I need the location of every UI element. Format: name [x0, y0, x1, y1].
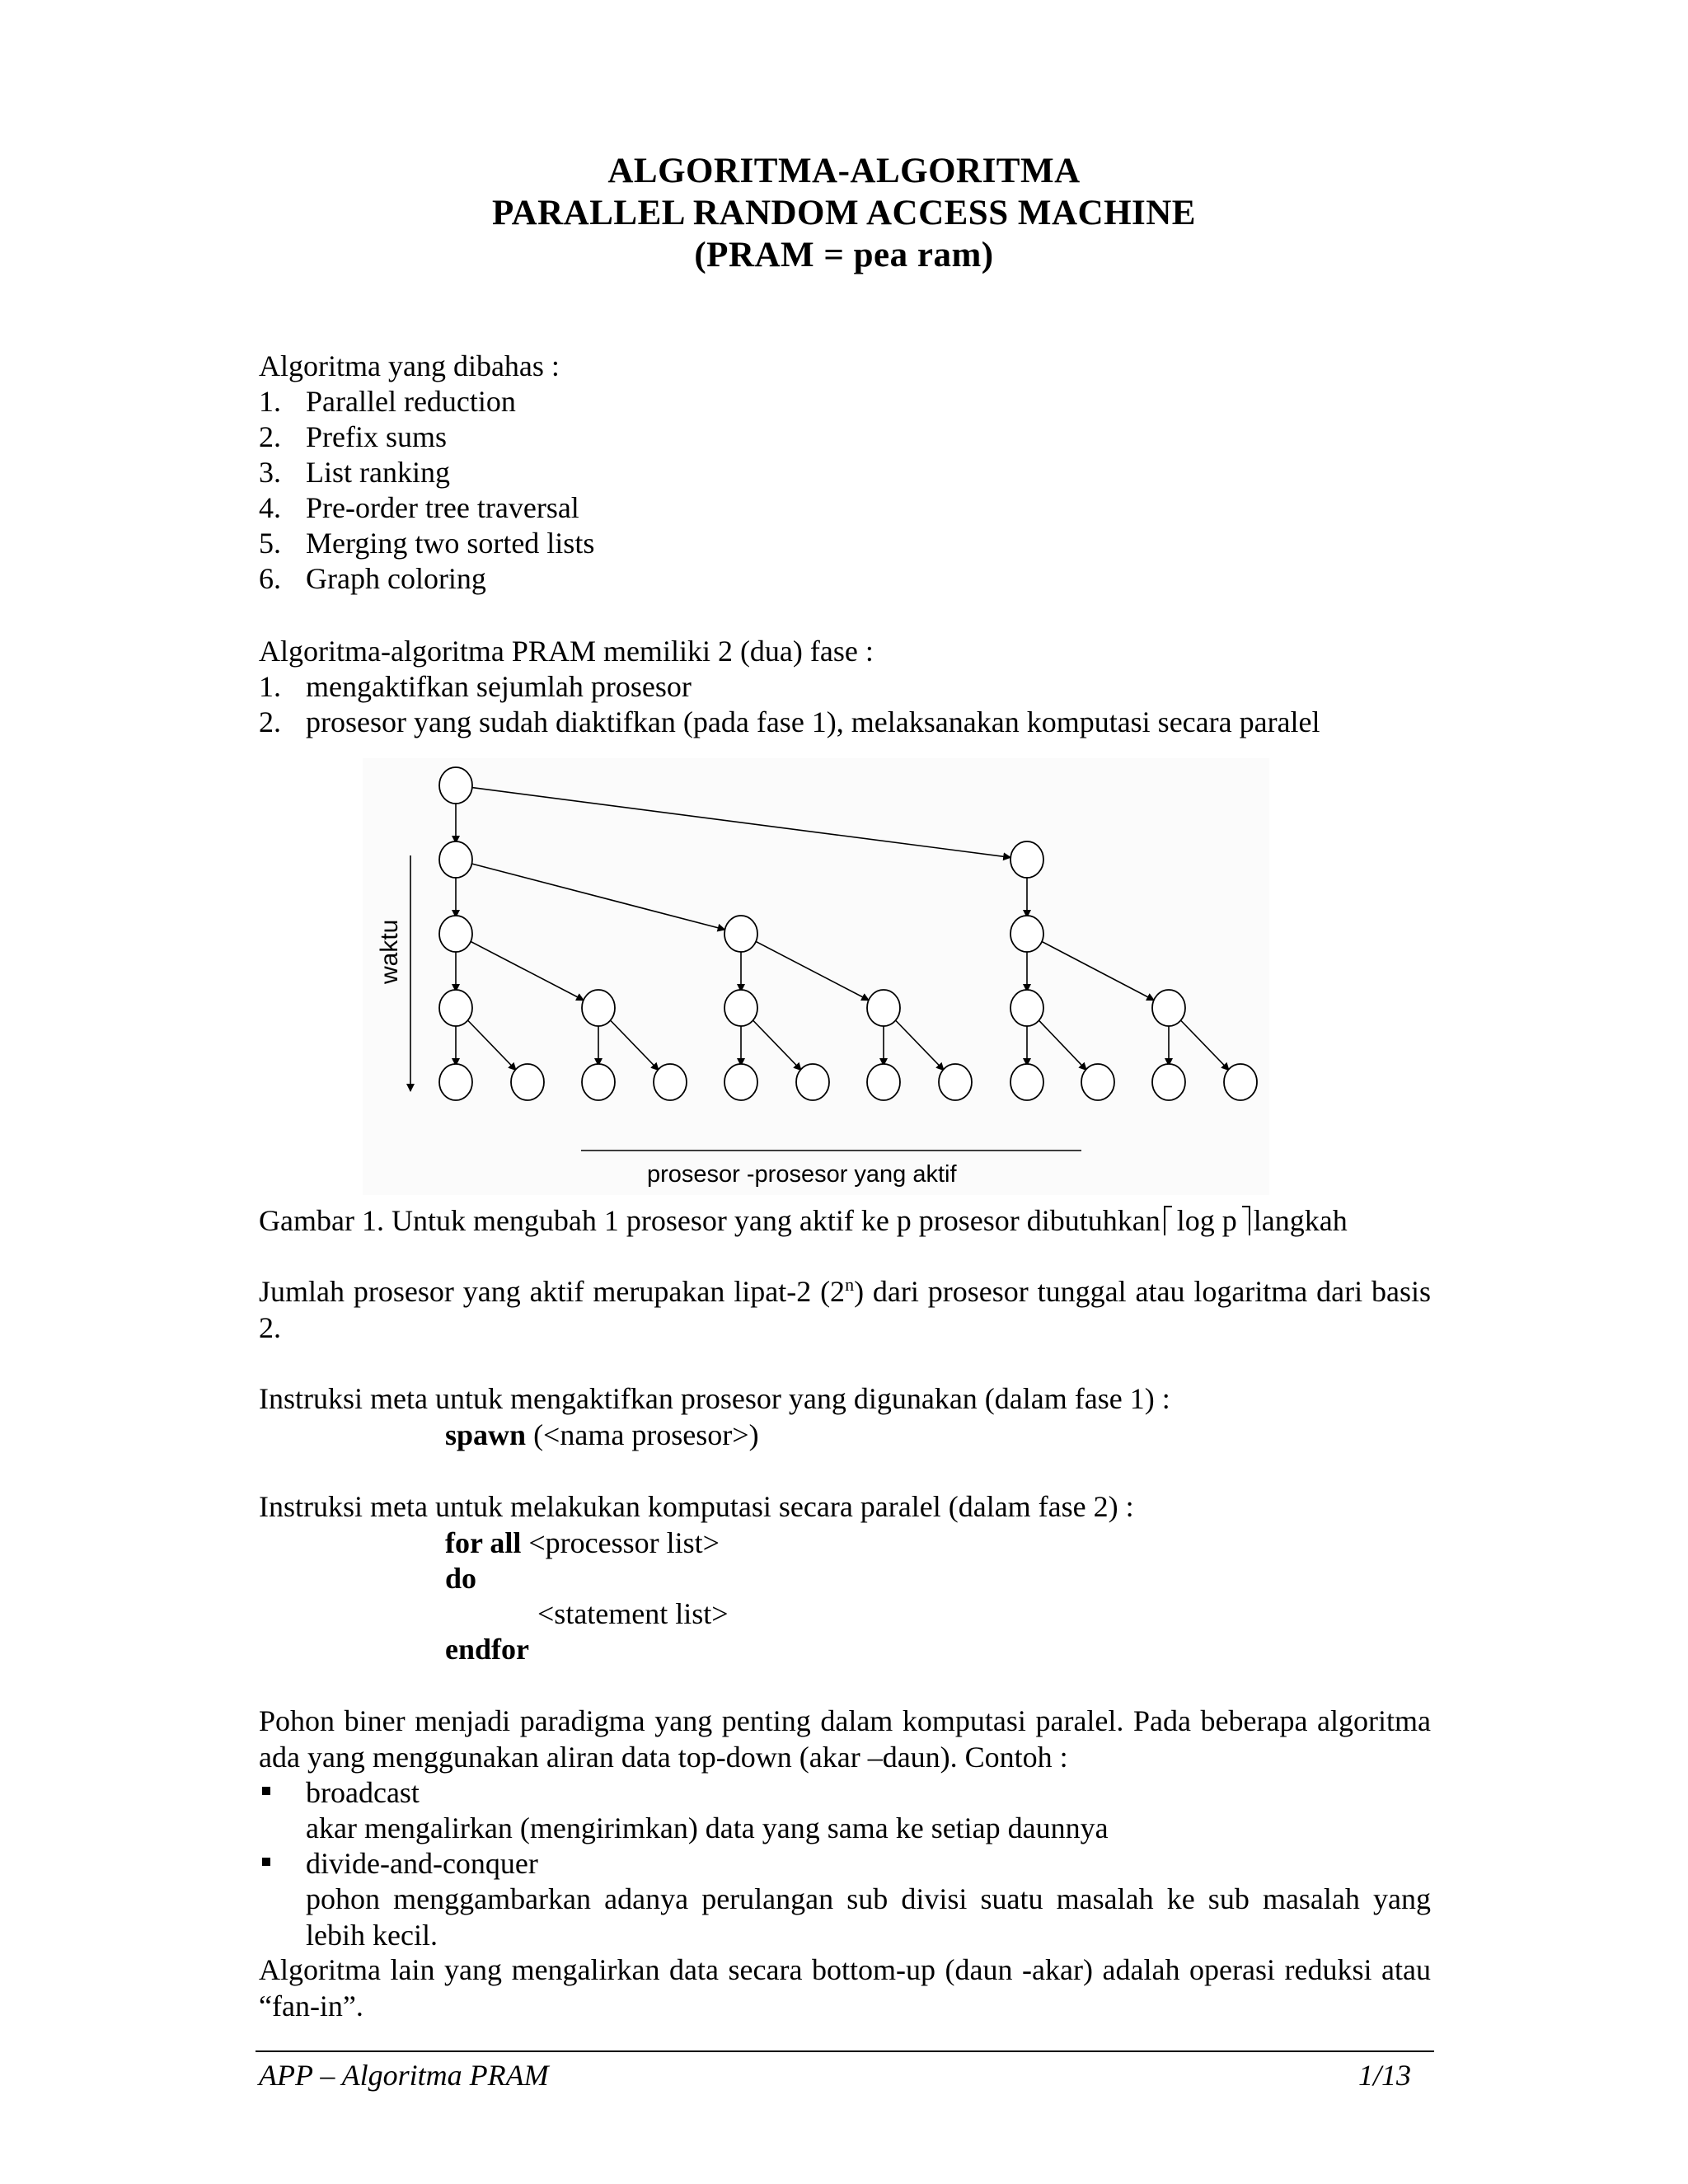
list-item-number: 3.: [259, 456, 281, 489]
list-item-number: 2.: [259, 420, 281, 453]
paragraph-binary-tree: Pohon biner menjadi paradigma yang penting dalam komputasi paralel. Pada beberapa algoritma ada yang menggunakan aliran data top-down (akar –daun). Contoh :: [259, 1704, 1431, 1774]
spawn-instruction: [445, 1417, 759, 1453]
list-item: Prefix sums: [306, 420, 447, 453]
processor-node: [439, 841, 472, 878]
activation-arrow: [1039, 1019, 1086, 1070]
list-item: Merging two sorted lists: [306, 527, 595, 560]
algorithms-intro: Algoritma yang dibahas :: [259, 349, 560, 382]
activation-arrow: [467, 1019, 516, 1070]
processor-node: [724, 916, 757, 952]
footer-divider: [256, 2050, 1434, 2052]
activation-arrow: [1042, 941, 1155, 1000]
processor-node: [1010, 841, 1043, 878]
processor-node: [1010, 1064, 1043, 1100]
paragraph-processor-count: [259, 1273, 1431, 1346]
processor-node: [796, 1064, 829, 1100]
processor-node: [1152, 990, 1185, 1026]
processor-node: [439, 1064, 472, 1100]
page-number: 1/13: [1358, 2059, 1412, 2092]
caption-text: Gambar 1. Untuk mengubah 1 prosesor yang aktif ke p prosesor dibutuhkan: [259, 1204, 1160, 1237]
phase-number: 1.: [259, 670, 281, 703]
ceil-left-icon: [1164, 1206, 1172, 1235]
tree-nodes: [439, 767, 1257, 1100]
phase-number: 2.: [259, 705, 281, 738]
processor-node: [1152, 1064, 1185, 1100]
processor-node: [582, 990, 615, 1026]
activation-arrow: [471, 864, 724, 930]
figure-caption: [259, 1202, 1348, 1239]
do-keyword: do: [445, 1562, 477, 1595]
processor-node: [439, 767, 472, 804]
title-line-3: (PRAM = pea ram): [694, 236, 994, 274]
bullet-desc-broadcast: akar mengalirkan (mengirimkan) data yang sama ke setiap daunnya: [306, 1811, 1109, 1844]
processor-node: [582, 1064, 615, 1100]
processor-node: [1081, 1064, 1114, 1100]
tree-edges: [456, 788, 1229, 1071]
list-item: Graph coloring: [306, 562, 486, 595]
list-item: Pre-order tree traversal: [306, 491, 579, 524]
phases-intro: Algoritma-algoritma PRAM memiliki 2 (dua) fase :: [259, 635, 874, 668]
processor-tree-figure: [363, 758, 1269, 1195]
processor-node: [1224, 1064, 1257, 1100]
footer-title: APP – Algoritma PRAM: [259, 2059, 549, 2092]
processor-node: [654, 1064, 687, 1100]
processor-node: [1010, 990, 1043, 1026]
title-line-2: PARALLEL RANDOM ACCESS MACHINE: [492, 194, 1196, 232]
list-item-number: 1.: [259, 385, 281, 418]
list-item-number: 6.: [259, 562, 281, 595]
paragraph-bottom-up: Algoritma lain yang mengalirkan data secara bottom-up (daun -akar) adalah operasi reduksi atau “fan-in”.: [259, 1953, 1431, 2022]
ceil-right-icon: [1242, 1206, 1250, 1235]
processor-node: [439, 916, 472, 952]
count-superscript: n: [845, 1274, 855, 1295]
activation-arrow: [610, 1019, 659, 1070]
forall-arg: <processor list>: [521, 1526, 720, 1559]
list-item-number: 4.: [259, 491, 281, 524]
processor-node: [939, 1064, 972, 1100]
processor-node: [724, 1064, 757, 1100]
processor-node: [724, 990, 757, 1026]
activation-arrow: [471, 941, 584, 1001]
activation-arrow: [756, 941, 870, 1001]
spawn-keyword: spawn: [445, 1418, 527, 1451]
count-text-2: ) dari prosesor tunggal atau logaritma dari basis 2.: [259, 1275, 1431, 1344]
endfor-keyword: endfor: [445, 1633, 529, 1666]
bullet-square-icon: [262, 1858, 270, 1866]
activation-arrow: [753, 1019, 801, 1070]
title-line-1: ALGORITMA-ALGORITMA: [607, 152, 1081, 190]
active-processors-label: prosesor -prosesor yang aktif: [647, 1161, 957, 1188]
processor-node: [1010, 916, 1043, 952]
caption-suffix: langkah: [1253, 1204, 1348, 1237]
count-text-1: Jumlah prosesor yang aktif merupakan lipat-2 (2: [259, 1275, 846, 1308]
activation-arrow: [472, 788, 1010, 858]
phase-item: prosesor yang sudah diaktifkan (pada fase 1), melaksanakan komputasi secara paralel: [306, 705, 1320, 738]
list-item-number: 5.: [259, 527, 281, 560]
list-item: Parallel reduction: [306, 385, 516, 418]
bullet-title-divide: divide-and-conquer: [306, 1847, 538, 1880]
processor-node: [511, 1064, 544, 1100]
processor-tree-diagram: [363, 758, 1269, 1195]
forall-intro: Instruksi meta untuk melakukan komputasi secara paralel (dalam fase 2) :: [259, 1490, 1134, 1523]
activation-arrow: [895, 1019, 944, 1070]
time-label: waktu: [376, 919, 403, 984]
forall-keyword: for all: [445, 1526, 522, 1559]
statement-list: <statement list>: [537, 1597, 729, 1630]
processor-node: [439, 990, 472, 1026]
processor-node: [867, 1064, 900, 1100]
processor-node: [867, 990, 900, 1026]
bullet-square-icon: [262, 1787, 270, 1795]
activation-arrow: [1180, 1019, 1229, 1070]
forall-line: [445, 1525, 720, 1561]
bullet-title-broadcast: broadcast: [306, 1776, 420, 1809]
list-item: List ranking: [306, 456, 450, 489]
bullet-desc-divide: pohon menggambarkan adanya perulangan sub divisi suatu masalah ke sub masalah yang lebih kecil.: [306, 1882, 1431, 1952]
caption-math: log p: [1176, 1204, 1237, 1237]
spawn-arg: (<nama prosesor>): [526, 1418, 759, 1451]
phase-item: mengaktifkan sejumlah prosesor: [306, 670, 692, 703]
spawn-intro: Instruksi meta untuk mengaktifkan prosesor yang digunakan (dalam fase 1) :: [259, 1382, 1170, 1415]
